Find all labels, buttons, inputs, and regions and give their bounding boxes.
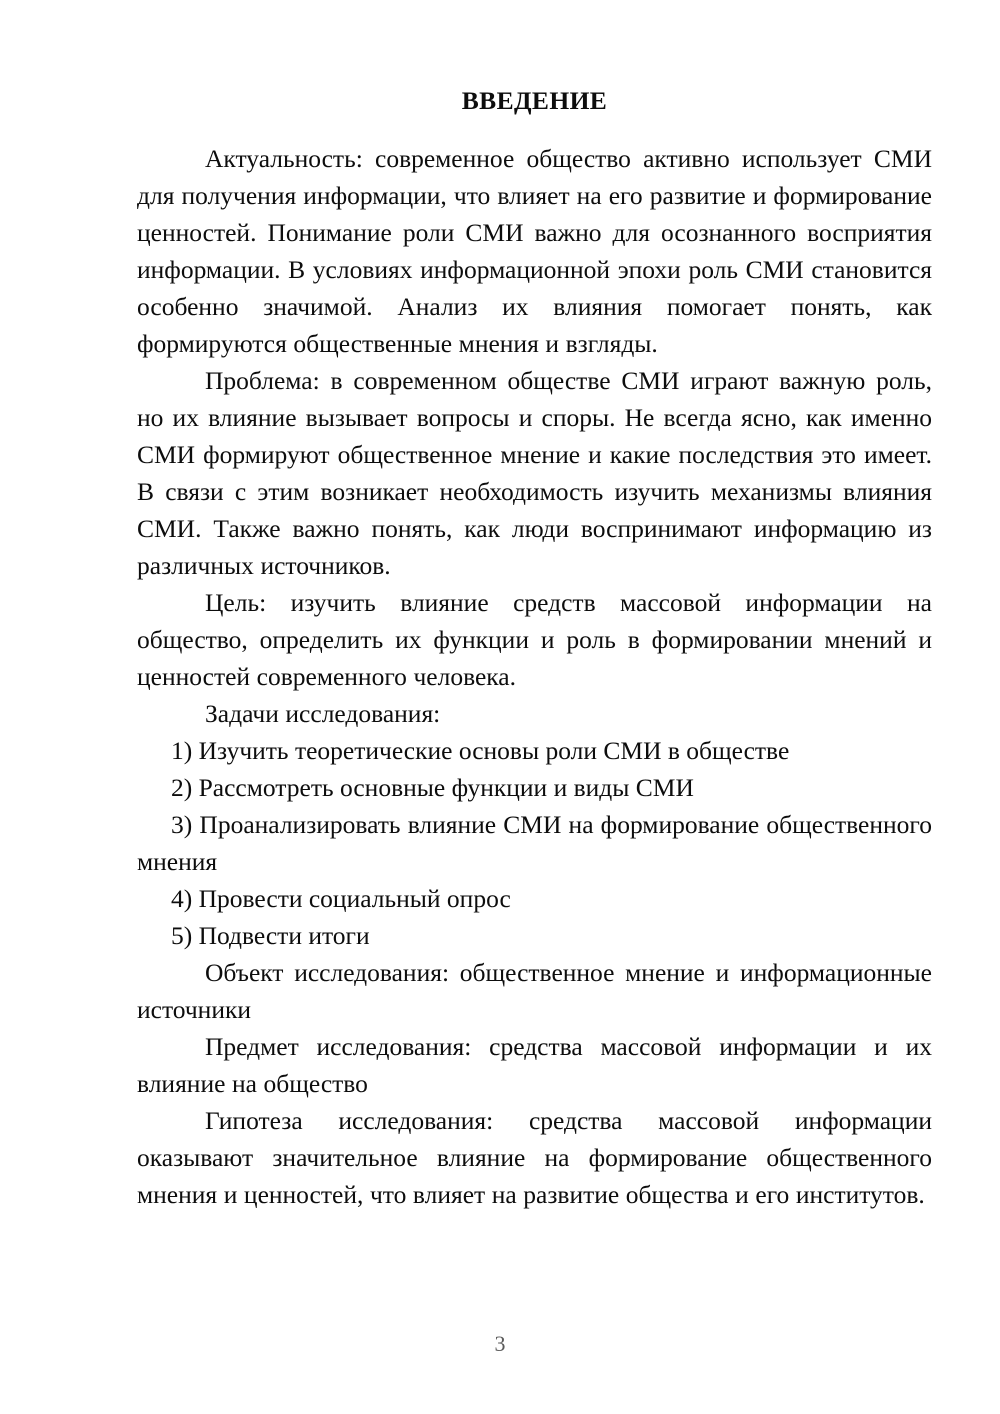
page-number: 3 <box>494 1331 506 1356</box>
list-item: 2) Рассмотреть основные функции и виды СМИ <box>171 772 694 802</box>
list-item: 4) Провести социальный опрос <box>171 883 511 913</box>
paragraph-object: Объект исследования: общественное мнение и информационные источники <box>137 957 932 1024</box>
tasks-heading: Задачи исследования: <box>205 698 441 728</box>
paragraph-problem: Проблема: в современном обществе СМИ играют важную роль, но их влияние вызывает вопросы и споры. Не всегда ясно, как именно СМИ формируют общественное мнение и какие последствия это имеет. В связи с этим возникает необходимость изучить механизмы влияния СМИ. Также важно понять, как люди воспринимают информацию из различных источников. <box>137 365 932 580</box>
list-item: 5) Подвести итоги <box>171 920 370 950</box>
paragraph-hypothesis: Гипотеза исследования: средства массовой информации оказывают значительное влияние на формирование общественного мнения и ценностей, что влияет на развитие общества и его институтов. <box>137 1105 932 1209</box>
page-title: ВВЕДЕНИЕ <box>461 86 608 115</box>
paragraph-subject: Предмет исследования: средства массовой информации и их влияние на общество <box>137 1031 932 1098</box>
list-item: 3) Проанализировать влияние СМИ на формирование общественного мнения <box>137 809 932 876</box>
document-body <box>137 88 932 1213</box>
paragraph-goal: Цель: изучить влияние средств массовой информации на общество, определить их функции и роль в формировании мнений и ценностей современного человека. <box>137 587 932 691</box>
paragraph-relevance: Актуальность: современное общество активно использует СМИ для получения информации, что влияет на его развитие и формирование ценностей. Понимание роли СМИ важно для осознанного восприятия информации. В условиях информационной эпохи роль СМИ становится особенно значимой. Анализ их влияния помогает понять, как формируются общественные мнения и взгляды. <box>137 143 932 358</box>
list-item: 1) Изучить теоретические основы роли СМИ в обществе <box>171 735 790 765</box>
